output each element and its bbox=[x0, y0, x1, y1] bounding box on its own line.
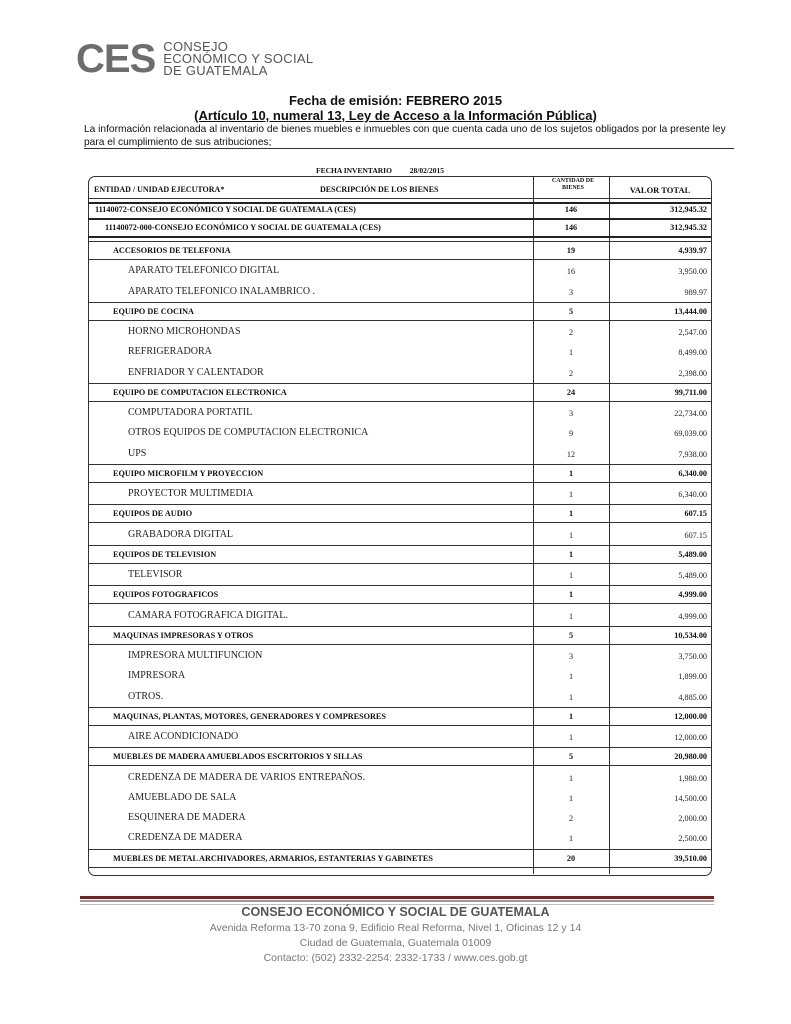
item-row bbox=[88, 769, 711, 789]
row-description: CAMARA FOTOGRAFICA DIGITAL. bbox=[128, 609, 288, 621]
row-description: MUEBLES DE MADERA AMUEBLADOS ESCRITORIOS Y SILLAS bbox=[113, 752, 363, 762]
row-description: PROYECTOR MULTIMEDIA bbox=[128, 488, 254, 499]
column-header-cantidad: CANTIDAD DE BIENES bbox=[551, 178, 595, 191]
row-description: ACCESORIOS DE TELEFONIA bbox=[113, 246, 231, 255]
row-quantity: 24 bbox=[566, 387, 576, 397]
inventory-date-label: FECHA INVENTARIO bbox=[316, 166, 392, 175]
row-description: CREDENZA DE MADERA DE VARIOS ENTREPAÑOS. bbox=[128, 771, 366, 783]
row-description: MUEBLES DE METAL ARCHIVADORES, ARMARIOS, ESTANTERIAS Y GABINETES bbox=[113, 853, 433, 863]
item-row bbox=[88, 404, 711, 424]
row-description: IMPRESORA MULTIFUNCION bbox=[128, 650, 263, 661]
row-divider bbox=[88, 259, 711, 260]
row-value: 22,734.00 bbox=[674, 409, 707, 418]
row-description: CREDENZA DE MADERA bbox=[128, 832, 243, 844]
row-description: AMUEBLADO DE SALA bbox=[128, 791, 237, 803]
row-quantity: 1 bbox=[568, 834, 574, 844]
row-quantity: 20 bbox=[566, 853, 576, 863]
row-description: MAQUINAS, PLANTAS, MOTORES, GENERADORES Y COMPRESORES bbox=[113, 711, 386, 721]
row-description: AIRE ACONDICIONADO bbox=[128, 731, 239, 742]
row-quantity: 9 bbox=[568, 429, 574, 439]
row-value: 8,499.00 bbox=[678, 348, 707, 358]
issue-date: Fecha de emisión: FEBRERO 2015 bbox=[288, 93, 503, 108]
row-value: 2,398.00 bbox=[678, 368, 707, 378]
row-quantity: 2 bbox=[568, 814, 574, 823]
row-value: 14,500.00 bbox=[674, 793, 707, 803]
row-quantity: 19 bbox=[566, 246, 576, 255]
row-quantity: 3 bbox=[568, 652, 574, 661]
row-divider bbox=[88, 765, 711, 766]
row-quantity: 1 bbox=[568, 490, 574, 499]
row-value: 3,750.00 bbox=[678, 652, 707, 661]
row-quantity: 3 bbox=[568, 409, 574, 418]
item-row bbox=[88, 283, 711, 303]
row-description: HORNO MICROHONDAS bbox=[128, 326, 241, 337]
row-value: 2,547.00 bbox=[678, 328, 707, 337]
row-description: OTROS EQUIPOS DE COMPUTACION ELECTRONICA bbox=[128, 427, 369, 439]
item-row bbox=[88, 728, 711, 748]
footer-title: CONSEJO ECONÓMICO Y SOCIAL DE GUATEMALA bbox=[241, 905, 550, 919]
row-value: 4,999.00 bbox=[678, 611, 707, 621]
row-divider bbox=[88, 320, 711, 321]
row-value: 2,500.00 bbox=[678, 834, 707, 844]
entity-name: 11140072-CONSEJO ECONÓMICO Y SOCIAL DE GUATEMALA (CES) bbox=[95, 205, 356, 214]
row-quantity: 1 bbox=[568, 348, 574, 358]
row-divider bbox=[88, 603, 711, 604]
row-quantity: 5 bbox=[568, 752, 574, 762]
row-description: APARATO TELEFONICO INALAMBRICO . bbox=[128, 285, 316, 297]
row-quantity: 1 bbox=[568, 711, 574, 721]
row-quantity: 3 bbox=[568, 287, 574, 297]
row-description: OTROS. bbox=[128, 690, 164, 702]
row-value: 12,000.00 bbox=[674, 711, 707, 721]
row-quantity: 1 bbox=[568, 549, 574, 559]
entity-qty: 146 bbox=[564, 205, 578, 214]
row-divider bbox=[88, 725, 711, 726]
unit-qty: 146 bbox=[564, 223, 578, 232]
entity-value: 312,945.32 bbox=[670, 205, 707, 214]
unit-value: 312,945.32 bbox=[670, 223, 707, 232]
row-quantity: 2 bbox=[568, 368, 574, 378]
item-row bbox=[88, 809, 711, 829]
item-row bbox=[88, 647, 711, 667]
row-value: 6,340.00 bbox=[678, 490, 707, 499]
row-description: TELEVISOR bbox=[128, 569, 183, 580]
row-value: 6,340.00 bbox=[678, 468, 707, 478]
row-quantity: 5 bbox=[568, 630, 574, 640]
column-header-valor: VALOR TOTAL bbox=[629, 185, 691, 195]
row-value: 12,000.00 bbox=[674, 733, 707, 742]
item-row bbox=[88, 566, 711, 586]
row-divider bbox=[88, 644, 711, 645]
row-value: 20,980.00 bbox=[674, 752, 707, 762]
row-description: MAQUINAS IMPRESORAS Y OTROS bbox=[113, 630, 254, 640]
row-quantity: 1 bbox=[568, 611, 574, 621]
ces-logo bbox=[76, 37, 314, 81]
inventory-date bbox=[316, 166, 444, 175]
row-quantity: 1 bbox=[568, 672, 574, 682]
logo-text bbox=[163, 41, 313, 77]
header-divider bbox=[88, 198, 711, 199]
row-value: 39,510.00 bbox=[674, 853, 707, 863]
row-value: 13,444.00 bbox=[674, 306, 707, 316]
item-row bbox=[88, 829, 711, 849]
row-description: GRABADORA DIGITAL bbox=[128, 528, 234, 540]
row-value: 607.15 bbox=[684, 509, 707, 519]
row-divider bbox=[88, 236, 711, 238]
unit-name: 11140072-000-CONSEJO ECONÓMICO Y SOCIAL DE GUATEMALA (CES) bbox=[105, 223, 381, 232]
row-description: EQUIPO DE COMPUTACION ELECTRONICA bbox=[113, 387, 287, 397]
item-row bbox=[88, 485, 711, 505]
row-quantity: 1 bbox=[568, 793, 574, 803]
row-value: 5,489.00 bbox=[678, 549, 707, 559]
column-header-descripcion: DESCRIPCIÓN DE LOS BIENES bbox=[320, 185, 439, 194]
row-quantity: 1 bbox=[568, 509, 574, 519]
item-row bbox=[88, 364, 711, 384]
row-value: 7,938.00 bbox=[678, 449, 707, 459]
intro-paragraph: La información relacionada al inventario de bienes muebles e inmuebles con que cuenta cada uno de los sujetos obligados por la presente ley para el cumplimiento de sus atribuciones; bbox=[84, 124, 726, 148]
inventory-date-value: 28/02/2015 bbox=[409, 166, 444, 175]
row-quantity: 1 bbox=[568, 733, 574, 742]
row-divider bbox=[88, 867, 711, 868]
row-quantity: 1 bbox=[568, 773, 574, 783]
row-value: 4,999.00 bbox=[678, 590, 707, 600]
item-row bbox=[88, 445, 711, 465]
row-description: UPS bbox=[128, 447, 147, 459]
row-quantity: 12 bbox=[566, 449, 576, 459]
row-description: ESQUINERA DE MADERA bbox=[128, 812, 246, 823]
footer-address: Avenida Reforma 13-70 zona 9, Edificio Real Reforma, Nivel 1, Oficinas 12 y 14 bbox=[209, 922, 582, 934]
legal-article: (Artículo 10, numeral 13, Ley de Acceso a la Información Pública) bbox=[194, 108, 597, 123]
row-description: ENFRIADOR Y CALENTADOR bbox=[128, 366, 264, 378]
row-quantity: 16 bbox=[566, 267, 576, 277]
item-row bbox=[88, 667, 711, 687]
row-description: COMPUTADORA PORTATIL bbox=[128, 407, 253, 418]
row-value: 607.15 bbox=[684, 530, 707, 540]
logo-line-3: DE GUATEMALA bbox=[163, 63, 268, 78]
row-divider bbox=[88, 482, 711, 483]
item-row bbox=[88, 323, 711, 343]
row-value: 1,980.00 bbox=[678, 773, 707, 783]
row-value: 4,885.00 bbox=[678, 692, 707, 702]
row-value: 10,534.00 bbox=[674, 630, 707, 640]
footer-contact: Contacto: (502) 2332-2254: 2332-1733 / www.ces.gob.gt bbox=[263, 952, 528, 964]
row-divider bbox=[88, 522, 711, 523]
row-description: APARATO TELEFONICO DIGITAL bbox=[128, 265, 280, 277]
footer-rule bbox=[80, 896, 714, 905]
row-description: EQUIPOS DE AUDIO bbox=[113, 509, 193, 519]
intro-divider bbox=[84, 148, 734, 149]
row-quantity: 1 bbox=[568, 530, 574, 540]
item-row bbox=[88, 262, 711, 282]
logo-mark: CES bbox=[76, 37, 156, 81]
row-quantity: 1 bbox=[568, 468, 574, 478]
row-value: 989.97 bbox=[684, 287, 707, 297]
row-value: 99,711.00 bbox=[674, 387, 707, 397]
row-quantity: 1 bbox=[568, 590, 574, 600]
column-header-entidad: ENTIDAD / UNIDAD EJECUTORA* bbox=[94, 185, 225, 194]
row-value: 3,950.00 bbox=[678, 267, 707, 277]
row-divider bbox=[88, 563, 711, 564]
row-quantity: 2 bbox=[568, 328, 574, 337]
row-description: IMPRESORA bbox=[128, 670, 186, 682]
row-quantity: 1 bbox=[568, 571, 574, 580]
row-value: 2,000.00 bbox=[678, 814, 707, 823]
item-row bbox=[88, 688, 711, 708]
logo-line-1: CONSEJO bbox=[163, 39, 229, 54]
row-description: REFRIGERADORA bbox=[128, 346, 212, 358]
row-value: 5,489.00 bbox=[678, 571, 707, 580]
footer-city: Ciudad de Guatemala, Guatemala 01009 bbox=[299, 937, 492, 949]
item-row bbox=[88, 607, 711, 627]
row-quantity: 5 bbox=[568, 306, 574, 316]
item-row bbox=[88, 343, 711, 363]
row-description: EQUIPOS DE TELEVISION bbox=[113, 549, 217, 559]
row-description: EQUIPO MICROFILM Y PROYECCION bbox=[113, 468, 264, 478]
row-quantity: 1 bbox=[568, 692, 574, 702]
item-row bbox=[88, 424, 711, 444]
logo-line-2: ECONÓMICO Y SOCIAL bbox=[163, 51, 314, 66]
row-value: 69,039.00 bbox=[674, 429, 707, 439]
row-description: EQUIPOS FOTOGRAFICOS bbox=[113, 590, 219, 600]
row-value: 4,939.97 bbox=[678, 246, 707, 255]
row-description: EQUIPO DE COCINA bbox=[113, 306, 194, 316]
row-divider bbox=[88, 401, 711, 402]
item-row bbox=[88, 789, 711, 809]
item-row bbox=[88, 526, 711, 546]
row-value: 1,899.00 bbox=[678, 672, 707, 682]
